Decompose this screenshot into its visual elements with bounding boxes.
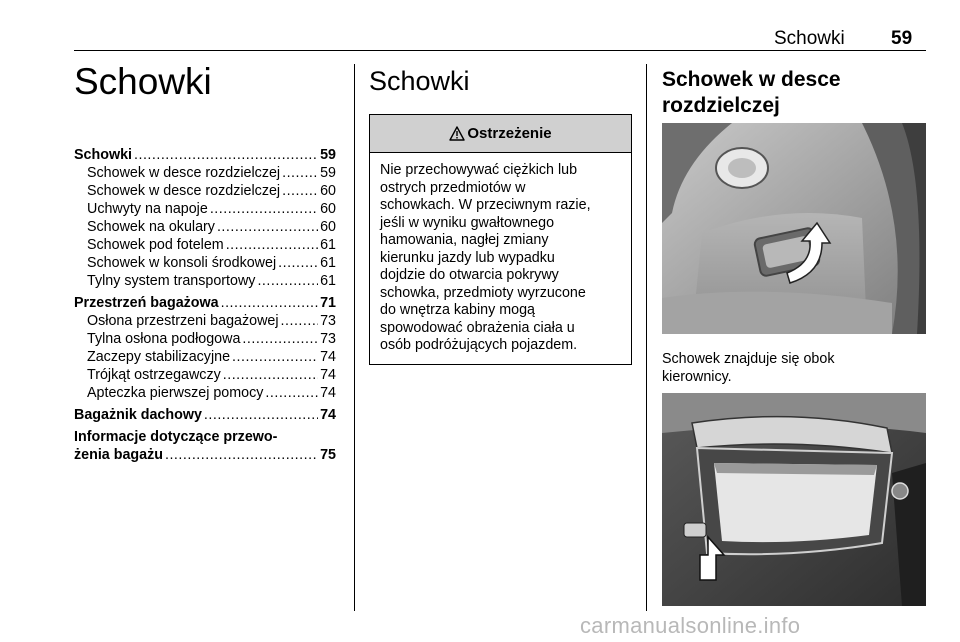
warning-line: schowka, przedmioty wyrzucone	[380, 284, 586, 301]
warning-line: spowodować obrażenia ciała u	[380, 319, 575, 336]
toc-entry-page: 61	[320, 255, 336, 271]
toc-leader	[221, 294, 318, 312]
toc-entry[interactable]	[74, 200, 336, 218]
toc-entry-page: 61	[320, 237, 336, 253]
toc-entry-text: Schowek w desce rozdzielczej	[87, 183, 281, 199]
warning-line: do wnętrza kabiny mogą	[380, 302, 535, 318]
toc-entry-text: Schowek w desce rozdzielczej	[87, 165, 281, 181]
toc-entry-text: Uchwyty na napoje	[87, 201, 208, 217]
subsection-title	[662, 67, 926, 119]
caption-line: kierownicy.	[662, 369, 732, 385]
toc-entry-page: 60	[320, 219, 336, 235]
toc-entry-page: 61	[320, 273, 336, 289]
column-divider-2	[646, 64, 647, 611]
toc-leader	[242, 330, 318, 348]
toc-entry-text: Bagażnik dachowy	[74, 407, 202, 423]
toc-entry-text: Schowek na okulary	[87, 219, 215, 235]
subsection-title-line: Schowek w desce	[662, 68, 841, 91]
toc-entry-text: Tylna osłona podłogowa	[87, 331, 241, 347]
toc-leader	[278, 254, 318, 272]
toc-entry-text: Schowek pod fotelem	[87, 237, 224, 253]
warning-box	[369, 114, 632, 365]
section-title: Schowki	[369, 66, 470, 96]
page-number: 59	[891, 28, 913, 49]
toc-leader	[281, 312, 319, 330]
toc-entry-page: 74	[320, 349, 336, 365]
toc-leader	[226, 236, 318, 254]
toc-entry[interactable]	[74, 406, 336, 424]
toc-entry[interactable]	[74, 312, 336, 330]
toc-entry-text: Osłona przestrzeni bagażowej	[87, 313, 279, 329]
warning-line: dojdzie do otwarcia pokrywy	[380, 267, 559, 283]
toc-entry[interactable]	[74, 446, 336, 464]
running-header-section: Schowki	[774, 28, 845, 49]
toc-entry-page: 60	[320, 201, 336, 217]
toc-entry-page: 74	[320, 407, 336, 423]
header-rule	[74, 50, 926, 51]
toc-leader	[282, 164, 318, 182]
column-divider-1	[354, 64, 355, 611]
toc-leader	[265, 384, 318, 402]
toc-entry[interactable]	[74, 164, 336, 182]
toc-entry-page: 75	[320, 447, 336, 463]
toc-entry-text: Zaczepy stabilizacyjne	[87, 349, 231, 365]
toc-entry[interactable]	[74, 330, 336, 348]
toc-entry-text: Trójkąt ostrzegawczy	[87, 367, 221, 383]
toc-entry-page: 71	[320, 295, 336, 311]
toc-entry-text: Tylny system transportowy	[87, 273, 256, 289]
toc-entry-text[interactable]: Informacje dotyczące przewo-	[74, 429, 278, 445]
photo-caption	[662, 350, 926, 386]
table-of-contents	[74, 146, 336, 464]
chapter-title: Schowki	[74, 61, 212, 102]
toc-entry-page: 73	[320, 331, 336, 347]
toc-entry-page: 74	[320, 385, 336, 401]
warning-triangle-icon	[449, 126, 465, 141]
toc-leader	[282, 182, 318, 200]
toc-entry[interactable]	[74, 254, 336, 272]
toc-entry[interactable]	[74, 384, 336, 402]
toc-entry[interactable]	[74, 236, 336, 254]
warning-line: ostrych przedmiotów w	[380, 179, 526, 196]
glovebox-open-photo	[662, 393, 926, 606]
toc-entry-text: Przestrzeń bagażowa	[74, 295, 219, 311]
toc-leader	[204, 406, 318, 424]
warning-heading: Ostrzeżenie	[467, 125, 552, 142]
toc-leader	[134, 146, 318, 164]
toc-entry[interactable]	[74, 294, 336, 312]
warning-line: hamowania, nagłej zmiany	[380, 232, 549, 248]
toc-entry-text: żenia bagażu	[74, 447, 163, 463]
warning-line: jeśli w wyniku gwałtownego	[380, 214, 555, 231]
dashboard-storage-photo	[662, 123, 926, 334]
toc-entry-text: Schowek w konsoli środkowej	[87, 255, 277, 271]
toc-entry-page: 59	[320, 147, 336, 163]
caption-line: Schowek znajduje się obok	[662, 351, 835, 367]
subsection-title-line: rozdzielczej	[662, 94, 780, 117]
toc-leader	[217, 218, 318, 236]
warning-header	[370, 115, 631, 153]
toc-entry-text: Schowki	[74, 147, 132, 163]
toc-entry[interactable]	[74, 182, 336, 200]
toc-entry[interactable]	[74, 146, 336, 164]
watermark: carmanualsonline.info	[580, 613, 801, 638]
toc-entry[interactable]	[74, 272, 336, 290]
toc-entry[interactable]	[74, 348, 336, 366]
toc-leader	[223, 366, 318, 384]
toc-entry[interactable]	[74, 218, 336, 236]
toc-entry-page: 59	[320, 165, 336, 181]
warning-line: Nie przechowywać ciężkich lub	[380, 162, 578, 178]
toc-entry[interactable]	[74, 366, 336, 384]
warning-line: schowkach. W przeciwnym razie,	[380, 197, 591, 213]
toc-leader	[165, 446, 318, 464]
toc-entry-page: 60	[320, 183, 336, 199]
toc-leader	[257, 272, 318, 290]
warning-line: osób podróżujących pojazdem.	[380, 337, 578, 353]
toc-leader	[232, 348, 318, 366]
toc-entry-page: 73	[320, 313, 336, 329]
toc-entry-text: Apteczka pierwszej pomocy	[87, 385, 264, 401]
warning-text	[370, 153, 631, 355]
toc-entry-page: 74	[320, 367, 336, 383]
toc-leader	[210, 200, 318, 218]
warning-line: kierunku jazdy lub wypadku	[380, 249, 555, 266]
